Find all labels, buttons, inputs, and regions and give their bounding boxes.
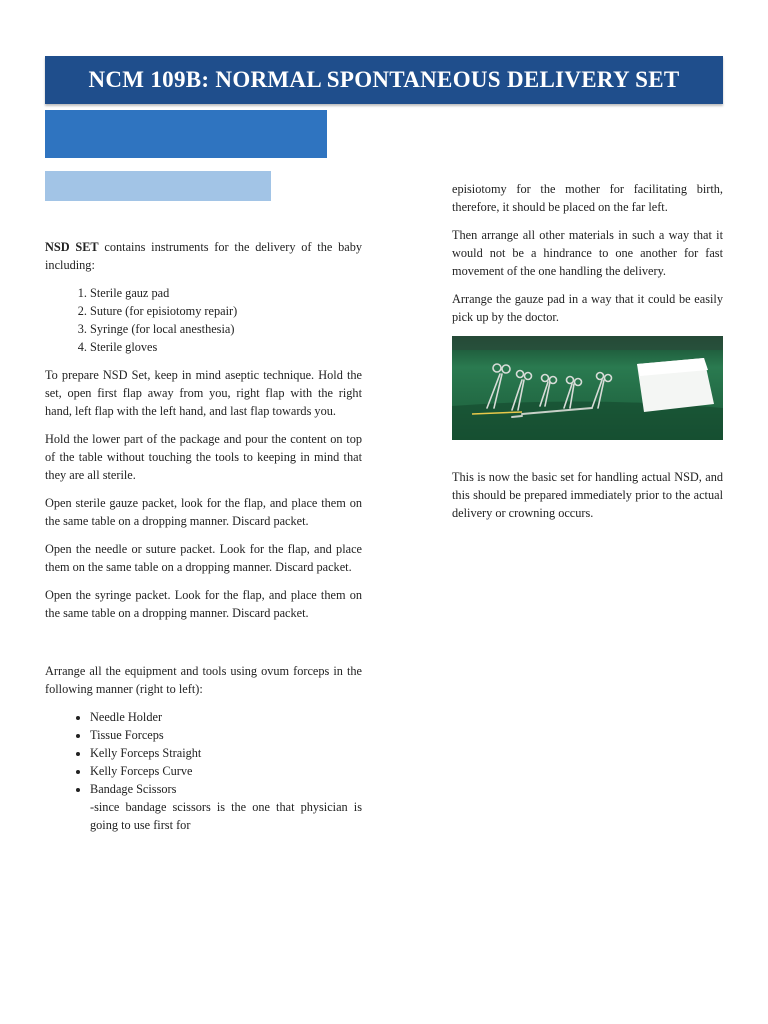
paragraph: This is now the basic set for handling actual NSD, and this should be prepared immediately prior to the actual delivery or crowning occurs. <box>452 470 723 520</box>
left-column <box>45 238 362 834</box>
intro-bold: NSD SET <box>45 240 99 254</box>
list-item-label: Bandage Scissors <box>90 782 177 796</box>
list-item: 2. Suture (for episiotomy repair) <box>90 302 362 320</box>
paragraph: Open the syringe packet. Look for the flap, and place them on the same table on a dropping manner. Discard packet. <box>45 588 362 620</box>
list-item: 1. Sterile gauz pad <box>90 284 362 302</box>
list-item: • Needle Holder <box>90 708 362 726</box>
list-item: 4. Sterile gloves <box>90 338 362 356</box>
list-item <box>90 780 362 834</box>
paragraph: Then arrange all other materials in such a way that it would not be a hindrance to one another for fast movement of the one handling the delivery. <box>452 228 723 278</box>
tools-list <box>45 284 362 356</box>
list-item: • Kelly Forceps Curve <box>90 762 362 780</box>
nsd-set-photo <box>452 336 723 440</box>
scissors-note: -since bandage scissors is the one that physician is going to use first for <box>90 800 362 832</box>
right-column <box>452 180 723 532</box>
paragraph: Open the needle or suture packet. Look for the flap, and place them on the same table on a dropping manner. Discard packet. <box>45 542 362 574</box>
list-item: • Tissue Forceps <box>90 726 362 744</box>
arrange-paragraph: Arrange all the equipment and tools using ovum forceps in the following manner (right to left): <box>45 664 362 696</box>
decorative-bar-dark <box>45 110 327 158</box>
paragraph: Open sterile gauze packet, look for the flap, and place them on the same table on a dropping manner. Discard packet. <box>45 496 362 528</box>
decorative-bar-light <box>45 171 271 201</box>
paragraph: To prepare NSD Set, keep in mind aseptic technique. Hold the set, open first flap away from you, right flap with the right hand, left flap with the left hand, and last flap towards you. <box>45 368 362 418</box>
title-banner <box>45 56 723 104</box>
paragraph: Hold the lower part of the package and pour the content on top of the table without touching the tools to keeping in mind that they are all sterile. <box>45 432 362 482</box>
page-title: NCM 109B: NORMAL SPONTANEOUS DELIVERY SET <box>88 67 680 92</box>
photo-illustration <box>452 336 723 440</box>
equipment-list <box>45 708 362 834</box>
paragraph: Arrange the gauze pad in a way that it could be easily pick up by the doctor. <box>452 292 723 324</box>
intro-rest: contains instruments for the delivery of the baby including: <box>45 240 362 272</box>
list-item: 3. Syringe (for local anesthesia) <box>90 320 362 338</box>
intro-paragraph <box>45 238 362 274</box>
list-item: • Kelly Forceps Straight <box>90 744 362 762</box>
paragraph: episiotomy for the mother for facilitating birth, therefore, it should be placed on the far left. <box>452 182 723 214</box>
spacer <box>45 632 362 662</box>
